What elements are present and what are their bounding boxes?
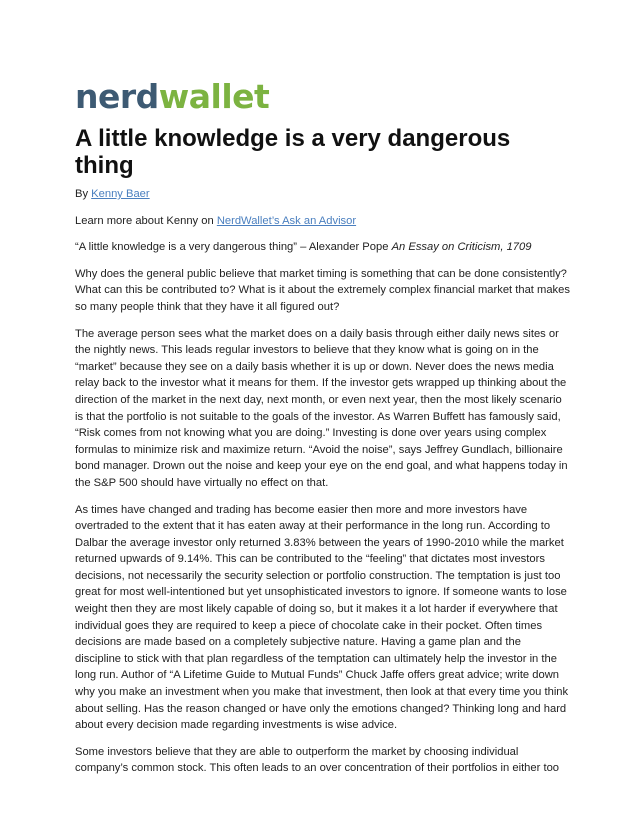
byline-prefix: By — [75, 188, 92, 200]
body-paragraph: The average person sees what the market does on a daily basis through either daily news sites or the nightly news. This leads regular investors to believe that they know what is going on in the “market” because they see on a daily basis whether it is up or down. Never does the news media relay back to the investor what it means for them. If the investor gets wrapped up thinking about the direction of the market in the next day, next month, or even next year, then the most likely scenario is that the portfolio is not suitable to the goals of the investor. As Warren Buffett has famously said, “Risk comes from not knowing what you are doing.” Investing is done over years using complex formulas to minimize risk and maximize return. “Avoid the noise”, says Jeffrey Gundlach, billionaire bond manager. Drown out the noise and keep your eye on the end goal, and what happens today in the S&P 500 should have virtually no effect on that. — [75, 327, 568, 489]
body-paragraph: Some investors believe that they are able to outperform the market by choosing individual company’s common stock. This often leads to an over concentration of their portfolios in either too — [75, 745, 560, 775]
learn-more-line — [75, 213, 570, 230]
logo-nerd-text: nerd — [75, 77, 159, 116]
byline — [75, 186, 570, 203]
ask-an-advisor-link[interactable]: NerdWallet’s Ask an Advisor — [216, 214, 357, 227]
article-title: A little knowledge is a very dangerous thing — [75, 125, 511, 179]
quote-work: An Essay on Criticism, 1709 — [391, 241, 532, 254]
learn-more-prefix: Learn more about Kenny on — [75, 214, 217, 227]
document-page — [75, 77, 570, 777]
author-link[interactable]: Kenny Baer — [91, 188, 150, 200]
body-paragraph: As times have changed and trading has become easier then more and more investors have overtraded to the extent that it has eaten away at their performance in the long run. According to Dalbar the average investor only returned 3.83% between the years of 1990-2010 while the market returned upwards of 9.14%. This can be contributed to the “feeling” that dictates most investors decisions, not necessarily the security selection or portfolio construction. The temptation is just too great for most well-intentioned but yet unsophisticated investors to ignore. If someone wants to lose weight then they are most likely capable of doing so, but it makes it a lot harder if everywhere that individual goes they are required to keep a piece of chocolate cake in their pocket. Often times decisions are made based on a completely subjective nature. Having a game plan and the discipline to stick with that plan regardless of the temptation can ultimately help the investor in the long run. Author of “A Lifetime Guide to Mutual Funds” Chuck Jaffe offers great advice; write down why you make an investment when you make that investment, then look at that every time you think about selling. Has the reason changed or have only the emotions changed? Thinking long and hard about every decision made regarding investments is wise advice. — [75, 503, 569, 732]
quote-text: “A little knowledge is a very dangerous thing” – Alexander Pope — [75, 241, 392, 254]
nerdwallet-logo — [75, 77, 570, 116]
logo-wallet-text: wallet — [158, 77, 270, 116]
epigraph-quote — [75, 239, 570, 256]
body-paragraph: Why does the general public believe that market timing is something that can be done consistently? What can this be contributed to? What is it about the extremely complex financial market that makes so many people think that they have it all figured out? — [75, 267, 570, 313]
